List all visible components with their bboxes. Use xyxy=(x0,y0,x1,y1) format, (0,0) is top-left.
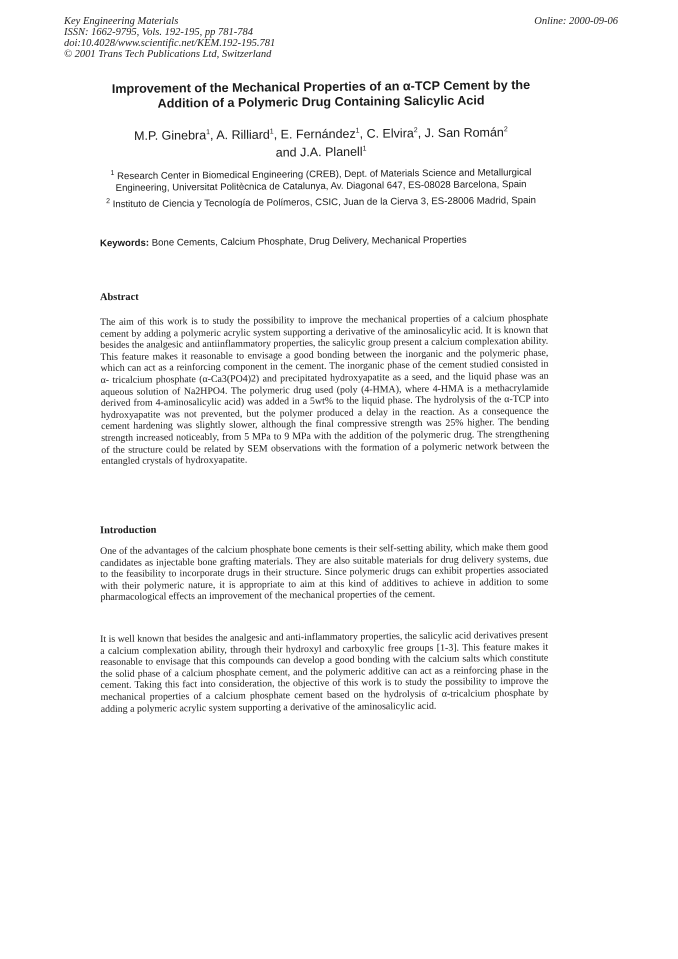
introduction-heading: Introduction xyxy=(99,524,157,537)
journal-header xyxy=(64,16,364,60)
abstract-heading: Abstract xyxy=(99,291,139,304)
paper-title: Improvement of the Mechanical Properties of an α-TCP Cement by the Addition of a Polymeric Drug Containing Salicylic Acid xyxy=(111,77,531,111)
copyright-line: © 2001 Trans Tech Publications Ltd, Switzerland xyxy=(64,49,272,60)
author: J. San Román xyxy=(424,125,504,141)
affiliation-2: $^2$ Instituto de Ciencia y Tecnología de Polímeros, CSIC, Juan de la Cierva 3, ES-28006 Madrid, Spain xyxy=(106,195,536,211)
author: J.A. Planell xyxy=(299,144,363,160)
keywords xyxy=(100,234,560,250)
author: M.P. Ginebra xyxy=(134,128,207,143)
affiliation-1: $^1$ Research Center in Biomedical Engineering (CREB), Dept. of Materials Science and Metallurgical Engineering, Universitat Politècnica de Catalunya, Av. Diagonal 647, ES-08028 Barcelona, Spain xyxy=(110,167,532,195)
keywords-text: Bone Cements, Calcium Phosphate, Drug Delivery, Mechanical Properties xyxy=(151,234,467,249)
abstract-text: The aim of this work is to study the possibility to improve the mechanical properties of a calcium phosphate cement by adding a polymeric acrylic system supporting a derivative of the aminosalicylic acid. It is known that besides the analgesic and antiinflammatory properties, the salicylic group present a calcium complexation ability. This feature makes it reasonable to envisage a good bonding between the inorganic and the polymeric phase, which can act as a reinforcing component in the cement. The inorganic phase of the cement studied consisted in α- tricalcium phosphate (α-Ca3(PO4)2) and precipitated hydroxyapatite as a seed, and the liquid phase was an aqueous solution of Na2HPO4. The polymeric drug used (poly (4-HMA), where 4-HMA is a methacrylamide derived from 4-aminosalicylic acid) was added in a 5wt% to the liquid phase. The hydrolysis of the α-TCP into hydroxyapatite was not prevented, but the polymer produced a delay in the reaction. As a consequence the cement hardening was slightly slower, although the final compressive strength was 25% higher. The bending strength increased noticeably, from 5 MPa to 9 MPa with the addition of the polymeric drug. The strengthening of the structure could be related by SEM observations with the formation of a polymeric network between the entangled crystals of hydroxyapatite. xyxy=(100,312,550,468)
journal-name: Key Engineering Materials xyxy=(64,16,179,27)
author: A. Rilliard xyxy=(216,127,270,143)
introduction-paragraph: One of the advantages of the calcium phosphate bone cements is their self-setting ability, which make them good candidates as injectable bone grafting materials. They are also suitable materials for drug delivery systems, due to the feasibility to incorporate drugs in their structure. Since polymeric drugs can exhibit properties associated with their polymeric nature, it is appropriate to aim at this kind of additives to achieve in addition to some pharmacological effects an improvement of the mechanical properties of the cement. xyxy=(100,541,549,604)
author: E. Fernández xyxy=(280,126,356,142)
author-list: M.P. Ginebra$^1$, A. Rilliard$^1$, E. Fernández$^1$, C. Elvira$^2$, J. San Román$^2$ and J.A. Planell$^1$ xyxy=(134,125,508,160)
keywords-label: Keywords: xyxy=(99,237,150,250)
issn-line: ISSN: 1662-9795, Vols. 192-195, pp 781-784 xyxy=(64,27,253,38)
introduction-paragraph: It is well known that besides the analgesic and anti-inflammatory properties, the salicylic acid derivatives present a calcium complexation ability, through their hydroxyl and carboxylic free groups [1-3]. This feature makes it reasonable to envisage that this compounds can develop a good bonding with the calcium salts which constitute the solid phase of a calcium phosphate cement, and the polymeric additive can act as a reinforcing phase in the cement. Taking this fact into consideration, the objective of this work is to study the possibility to improve the mechanical properties of a calcium phosphate cement based on the hydrolysis of α-tricalcium phosphate by adding a polymeric acrylic system supporting a derivative of the aminosalicylic acid. xyxy=(100,629,549,715)
doi-line: doi:10.4028/www.scientific.net/KEM.192-195.781 xyxy=(64,38,276,49)
author: C. Elvira xyxy=(366,126,414,141)
online-date: Online: 2000-09-06 xyxy=(534,16,618,27)
